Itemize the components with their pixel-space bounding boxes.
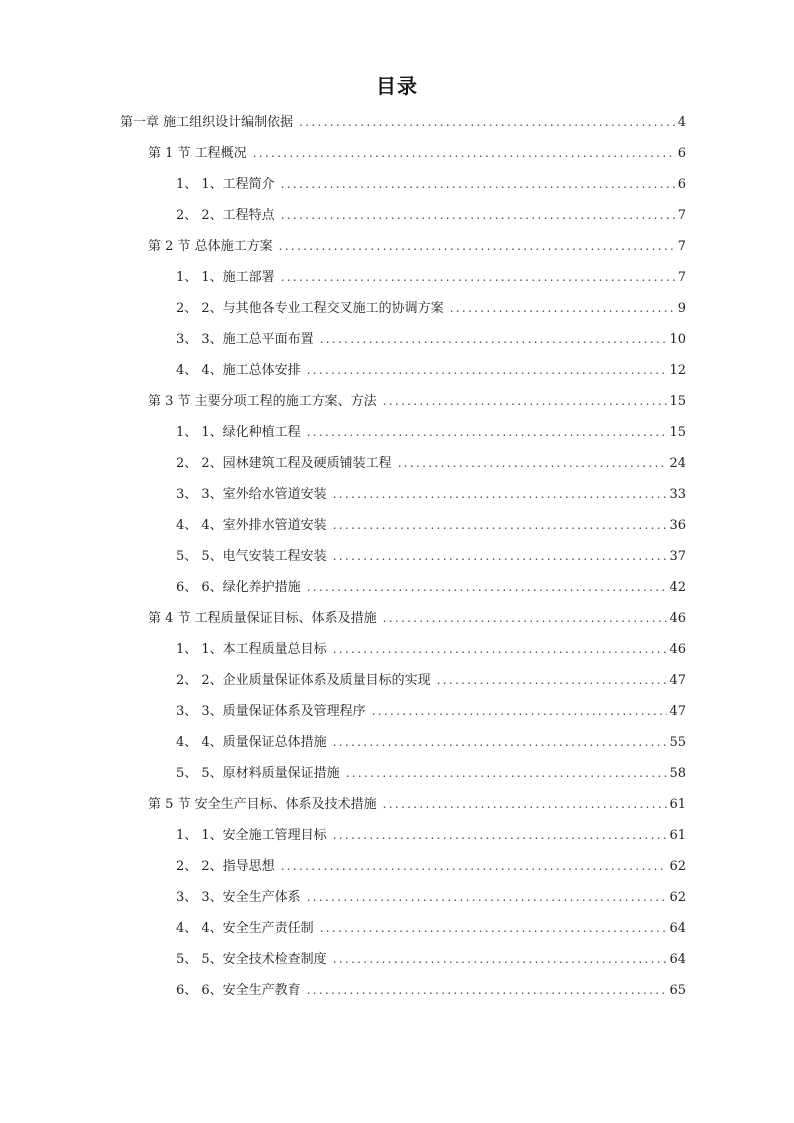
dot-leader bbox=[320, 918, 668, 938]
dot-leader bbox=[398, 453, 668, 473]
toc-page-number: 47 bbox=[669, 704, 686, 719]
toc-entry-text: 3、 3、质量保证体系及管理程序 bbox=[176, 704, 366, 719]
toc-page-number: 61 bbox=[669, 828, 686, 843]
toc-page-number: 65 bbox=[669, 983, 686, 998]
dot-leader bbox=[346, 763, 668, 783]
toc-page-number: 7 bbox=[677, 270, 686, 285]
toc-entry-text: 4、 4、质量保证总体措施 bbox=[176, 735, 327, 750]
toc-entry-text: 2、 2、园林建筑工程及硬质铺装工程 bbox=[176, 456, 392, 471]
toc-page-number: 36 bbox=[669, 518, 686, 533]
dot-leader bbox=[333, 949, 668, 969]
toc-page-number: 47 bbox=[669, 673, 686, 688]
toc-page-number: 37 bbox=[669, 549, 686, 564]
toc-entry-text: 4、 4、室外排水管道安装 bbox=[176, 518, 327, 533]
toc-entry-item[interactable] bbox=[0, 732, 794, 763]
dot-leader bbox=[333, 515, 668, 535]
toc-entry-section[interactable] bbox=[0, 794, 794, 825]
toc-entry-item[interactable] bbox=[0, 174, 794, 205]
dot-leader bbox=[320, 329, 668, 349]
toc-entry-item[interactable] bbox=[0, 980, 794, 1011]
toc-page-number: 62 bbox=[669, 859, 686, 874]
toc-entry-text: 1、 1、施工部署 bbox=[176, 270, 275, 285]
toc-page-number: 9 bbox=[677, 301, 686, 316]
toc-page-number: 55 bbox=[669, 735, 686, 750]
toc-entry-text: 第 1 节 工程概况 bbox=[148, 146, 247, 161]
toc-entry-item[interactable] bbox=[0, 422, 794, 453]
dot-leader bbox=[383, 608, 668, 628]
toc-entry-section[interactable] bbox=[0, 143, 794, 174]
toc-entry-text: 2、 2、工程特点 bbox=[176, 208, 275, 223]
toc-entry-text: 5、 5、安全技术检查制度 bbox=[176, 952, 327, 967]
toc-entry-text: 2、 2、指导思想 bbox=[176, 859, 275, 874]
toc-entry-text: 第 2 节 总体施工方案 bbox=[148, 239, 273, 254]
dot-leader bbox=[307, 577, 668, 597]
toc-entry-text: 1、 1、绿化种植工程 bbox=[176, 425, 301, 440]
dot-leader bbox=[333, 732, 668, 752]
toc-page-number: 15 bbox=[669, 425, 686, 440]
dot-leader bbox=[383, 391, 668, 411]
toc-page-number: 12 bbox=[669, 363, 686, 378]
toc-entry-text: 3、 3、安全生产体系 bbox=[176, 890, 301, 905]
toc-entry-item[interactable] bbox=[0, 763, 794, 794]
toc-page-number: 58 bbox=[669, 766, 686, 781]
toc-entry-item[interactable] bbox=[0, 670, 794, 701]
dot-leader bbox=[281, 205, 676, 225]
toc-entry-text: 5、 5、电气安装工程安装 bbox=[176, 549, 327, 564]
dot-leader bbox=[253, 143, 676, 163]
toc-page-number: 24 bbox=[669, 456, 686, 471]
toc-entry-text: 3、 3、施工总平面布置 bbox=[176, 332, 314, 347]
toc-entry-text: 第 4 节 工程质量保证目标、体系及措施 bbox=[148, 611, 377, 626]
toc-entry-item[interactable] bbox=[0, 639, 794, 670]
toc-entry-text: 1、 1、本工程质量总目标 bbox=[176, 642, 327, 657]
toc-entry-text: 6、 6、安全生产教育 bbox=[176, 983, 301, 998]
toc-entry-text: 4、 4、安全生产责任制 bbox=[176, 921, 314, 936]
toc-entry-item[interactable] bbox=[0, 887, 794, 918]
dot-leader bbox=[333, 484, 668, 504]
toc-page-number: 7 bbox=[677, 239, 686, 254]
table-of-contents bbox=[0, 112, 794, 1011]
toc-page-number: 46 bbox=[669, 611, 686, 626]
toc-page-number: 42 bbox=[669, 580, 686, 595]
toc-entry-item[interactable] bbox=[0, 546, 794, 577]
dot-leader bbox=[299, 112, 676, 132]
dot-leader bbox=[437, 670, 668, 690]
toc-page-number: 10 bbox=[669, 332, 686, 347]
toc-entry-item[interactable] bbox=[0, 577, 794, 608]
toc-entry-text: 4、 4、施工总体安排 bbox=[176, 363, 301, 378]
toc-entry-text: 1、 1、安全施工管理目标 bbox=[176, 828, 327, 843]
dot-leader bbox=[333, 639, 668, 659]
toc-entry-item[interactable] bbox=[0, 515, 794, 546]
toc-entry-section[interactable] bbox=[0, 608, 794, 639]
toc-page-number: 15 bbox=[669, 394, 686, 409]
toc-entry-text: 6、 6、绿化养护措施 bbox=[176, 580, 301, 595]
toc-page-number: 6 bbox=[677, 146, 686, 161]
toc-page-number: 64 bbox=[669, 952, 686, 967]
dot-leader bbox=[307, 887, 668, 907]
toc-entry-text: 5、 5、原材料质量保证措施 bbox=[176, 766, 340, 781]
toc-page-number: 62 bbox=[669, 890, 686, 905]
toc-entry-item[interactable] bbox=[0, 856, 794, 887]
toc-page-number: 4 bbox=[677, 115, 686, 130]
toc-page-number: 6 bbox=[677, 177, 686, 192]
toc-entry-item[interactable] bbox=[0, 205, 794, 236]
dot-leader bbox=[281, 174, 676, 194]
toc-entry-item[interactable] bbox=[0, 825, 794, 856]
toc-entry-item[interactable] bbox=[0, 298, 794, 329]
dot-leader bbox=[307, 980, 668, 1000]
toc-page-number: 64 bbox=[669, 921, 686, 936]
dot-leader bbox=[450, 298, 676, 318]
dot-leader bbox=[307, 422, 668, 442]
toc-entry-text: 第 5 节 安全生产目标、体系及技术措施 bbox=[148, 797, 377, 812]
toc-entry-item[interactable] bbox=[0, 329, 794, 360]
dot-leader bbox=[383, 794, 668, 814]
dot-leader bbox=[307, 360, 668, 380]
toc-entry-text: 第一章 施工组织设计编制依据 bbox=[120, 115, 294, 130]
toc-entry-item[interactable] bbox=[0, 360, 794, 391]
dot-leader bbox=[281, 267, 676, 287]
toc-entry-text: 1、 1、工程简介 bbox=[176, 177, 275, 192]
toc-page-number: 7 bbox=[677, 208, 686, 223]
toc-page-number: 33 bbox=[669, 487, 686, 502]
toc-page-number: 46 bbox=[669, 642, 686, 657]
toc-entry-text: 2、 2、企业质量保证体系及质量目标的实现 bbox=[176, 673, 431, 688]
toc-entry-chapter[interactable] bbox=[0, 112, 794, 143]
dot-leader bbox=[333, 546, 668, 566]
toc-entry-text: 2、 2、与其他各专业工程交叉施工的协调方案 bbox=[176, 301, 444, 316]
toc-entry-text: 第 3 节 主要分项工程的施工方案、方法 bbox=[148, 394, 377, 409]
toc-entry-item[interactable] bbox=[0, 267, 794, 298]
toc-title: 目录 bbox=[376, 74, 418, 98]
dot-leader bbox=[333, 825, 668, 845]
toc-page-number: 61 bbox=[669, 797, 686, 812]
toc-entry-item[interactable] bbox=[0, 918, 794, 949]
toc-entry-section[interactable] bbox=[0, 236, 794, 267]
toc-entry-section[interactable] bbox=[0, 391, 794, 422]
toc-entry-item[interactable] bbox=[0, 484, 794, 515]
dot-leader bbox=[281, 856, 668, 876]
dot-leader bbox=[279, 236, 676, 256]
toc-entry-text: 3、 3、室外给水管道安装 bbox=[176, 487, 327, 502]
toc-entry-item[interactable] bbox=[0, 701, 794, 732]
toc-entry-item[interactable] bbox=[0, 453, 794, 484]
dot-leader bbox=[372, 701, 668, 721]
toc-entry-item[interactable] bbox=[0, 949, 794, 980]
